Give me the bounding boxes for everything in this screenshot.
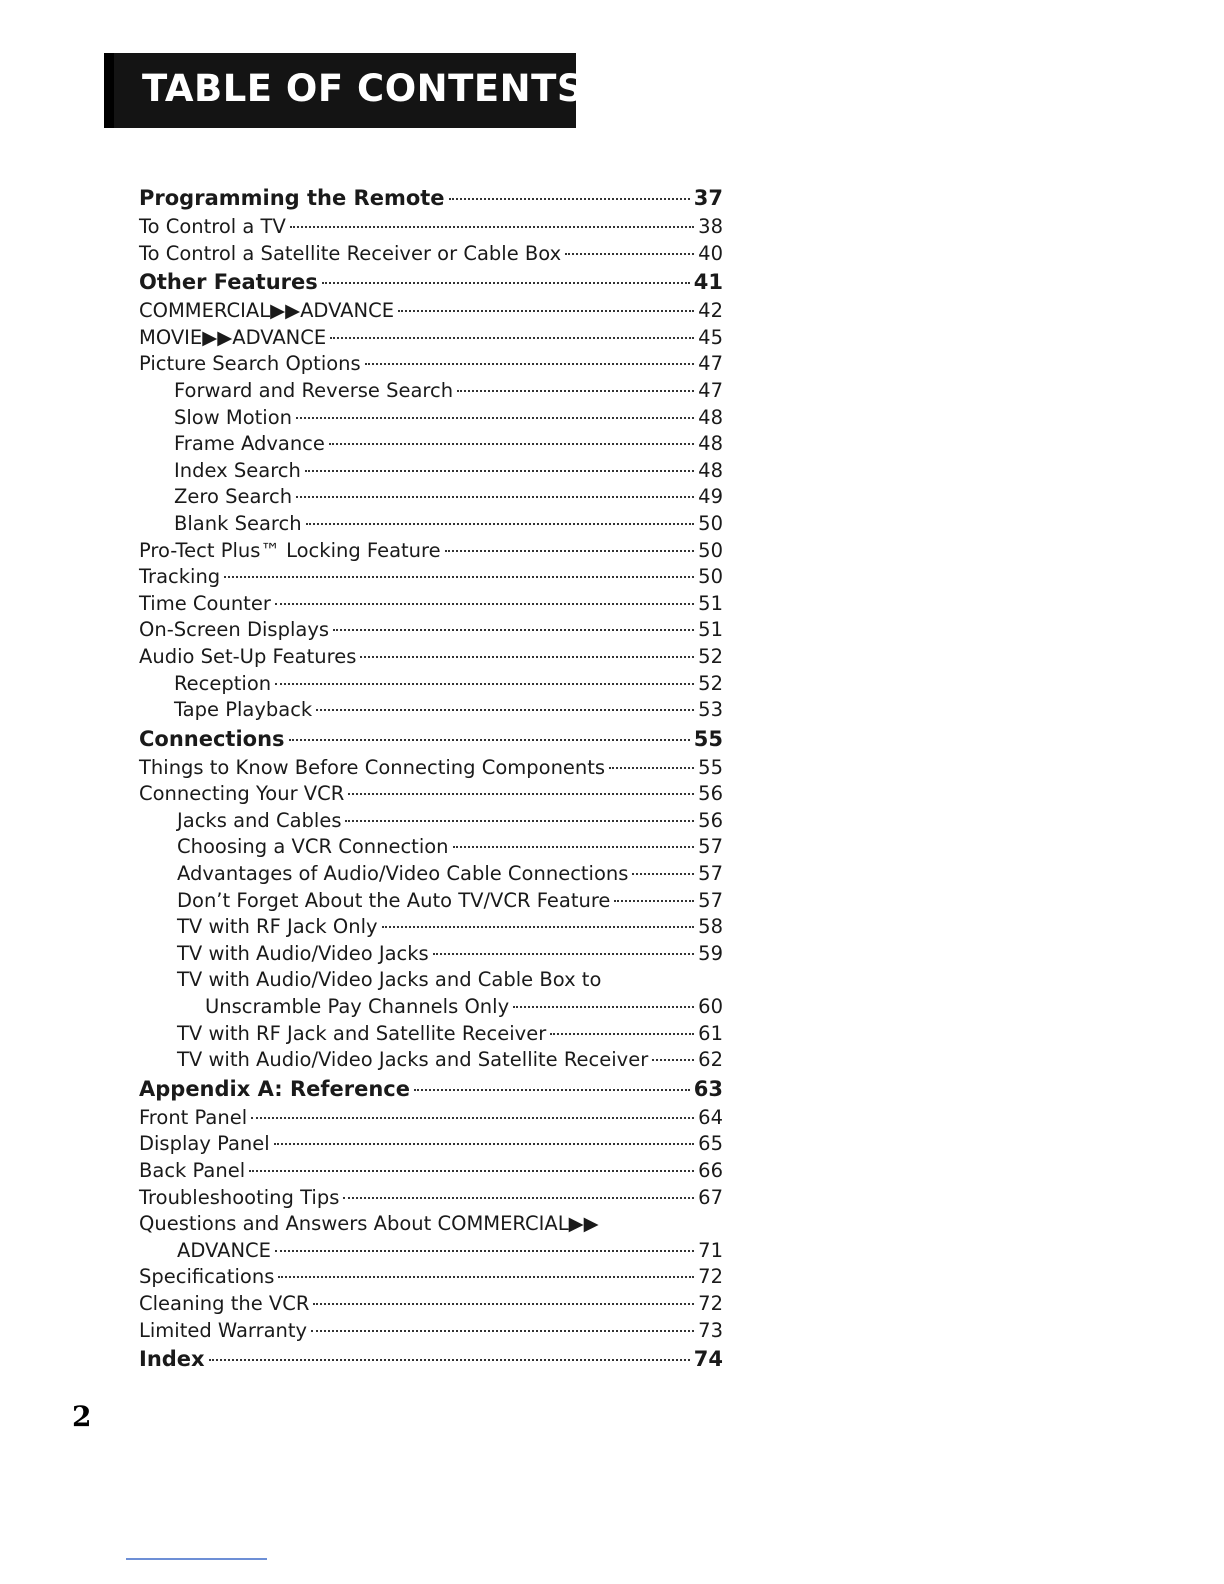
toc-page-number: 58 (698, 915, 723, 939)
toc-entry-label: TV with Audio/Video Jacks and Cable Box to (177, 968, 602, 992)
toc-entry (139, 351, 723, 378)
toc-page-number: 50 (698, 565, 723, 589)
toc-page-number: 49 (698, 485, 723, 509)
toc-entry-label: Tape Playback (174, 698, 313, 722)
toc-entry (139, 1291, 723, 1318)
toc-page-number: 56 (698, 782, 723, 806)
toc-entry-label: Other Features (139, 270, 318, 295)
toc-entry (139, 671, 723, 698)
page-number: 2 (72, 1400, 92, 1433)
toc-page-number: 73 (698, 1318, 723, 1342)
toc-entry (139, 781, 723, 808)
bottom-rule (126, 1558, 267, 1560)
toc-page-number: 41 (693, 270, 723, 295)
toc-entry (139, 697, 723, 724)
dot-leader (329, 443, 694, 445)
toc-page-number: 48 (698, 458, 723, 482)
toc-entry (139, 1185, 723, 1212)
toc-entry (139, 808, 723, 835)
toc-entry (139, 888, 723, 915)
toc-page-number: 51 (698, 591, 723, 615)
toc-page-number: 37 (693, 186, 723, 210)
toc-entry-label: Picture Search Options (139, 352, 361, 376)
toc-entry-label: Choosing a VCR Connection (177, 835, 449, 859)
dot-leader (313, 1303, 694, 1305)
dot-leader (513, 1006, 694, 1008)
toc-entry (139, 214, 723, 241)
toc-page-number: 45 (698, 325, 723, 349)
toc-page-number: 66 (698, 1159, 723, 1182)
toc-page-number: 61 (698, 1021, 723, 1045)
toc-entry-label: COMMERCIAL▶▶ADVANCE (139, 299, 395, 323)
toc-page-number: 56 (698, 808, 723, 832)
toc-page-number: 51 (698, 618, 723, 642)
dot-leader (333, 629, 694, 631)
toc-page-number: 48 (698, 405, 723, 429)
dot-leader (433, 953, 694, 955)
dot-leader (445, 550, 695, 552)
toc-entry-label: Slow Motion (174, 405, 292, 429)
toc-entry-label: Display Panel (139, 1132, 270, 1156)
dot-leader (550, 1033, 694, 1035)
toc-entry-label: To Control a Satellite Receiver or Cable Box (139, 241, 562, 265)
toc-entry-label: Don’t Forget About the Auto TV/VCR Feature (177, 888, 611, 912)
dot-leader (296, 496, 694, 498)
toc-page-number: 72 (698, 1291, 723, 1315)
dot-leader (278, 1276, 694, 1278)
toc-section-entry (139, 724, 723, 755)
toc-entry-label: Things to Know Before Connecting Components (139, 755, 606, 779)
toc-entry (139, 325, 723, 352)
toc-entry (139, 564, 723, 591)
toc-entry-label: To Control a TV (139, 215, 286, 238)
toc-entry-label: Reception (174, 671, 272, 695)
dot-leader (449, 198, 690, 200)
toc-page-number: 57 (698, 862, 723, 886)
toc-entry (139, 1318, 723, 1345)
toc-entry-label: Tracking (139, 565, 221, 589)
toc-entry (139, 241, 723, 268)
dot-leader (398, 310, 694, 312)
section-header-bar (104, 53, 584, 128)
toc-page-number: 65 (698, 1132, 723, 1156)
toc-entry-label: Cleaning the VCR (139, 1291, 310, 1315)
toc-page-number: 60 (698, 995, 723, 1019)
toc-page-number: 74 (693, 1347, 723, 1372)
toc-page-number: 71 (698, 1238, 723, 1262)
toc-entry-label: TV with Audio/Video Jacks and Satellite Receiver (177, 1048, 649, 1072)
toc-page-number: 72 (698, 1265, 723, 1289)
toc-entry-label: Troubleshooting Tips (139, 1185, 340, 1209)
toc-entry-label: Back Panel (139, 1159, 246, 1182)
toc-entry-label: Blank Search (174, 511, 302, 535)
toc-entry-label: TV with RF Jack and Satellite Receiver (177, 1021, 547, 1045)
toc-entry-label: Specifications (139, 1265, 275, 1289)
toc-entry (139, 511, 723, 538)
toc-section-entry (139, 1074, 723, 1105)
dot-leader (609, 767, 694, 769)
toc-entry (139, 755, 723, 782)
toc-page-number: 52 (698, 644, 723, 668)
toc-entry-label: Connecting Your VCR (139, 782, 345, 806)
toc-entry (139, 644, 723, 671)
dot-leader (316, 709, 694, 711)
dot-leader (365, 363, 694, 365)
toc-entry (139, 405, 723, 432)
toc-entry-label: Index (139, 1347, 205, 1372)
toc-page-number: 67 (698, 1185, 723, 1209)
toc-entry (139, 1158, 723, 1185)
dot-leader (614, 900, 694, 902)
toc-entry-label: TV with Audio/Video Jacks (177, 941, 429, 965)
dot-leader (330, 337, 694, 339)
toc-page-number: 57 (698, 888, 723, 912)
toc-entry-label: Unscramble Pay Channels Only (205, 995, 510, 1019)
dot-leader (249, 1170, 694, 1172)
toc-entry-label: Forward and Reverse Search (174, 378, 454, 402)
dot-leader (275, 1250, 694, 1252)
toc-entry (139, 538, 723, 565)
dot-leader (275, 683, 694, 685)
toc-entry (139, 617, 723, 644)
toc-entry-label: Front Panel (139, 1105, 248, 1129)
toc-entry (139, 458, 723, 485)
toc-page-number: 48 (698, 432, 723, 456)
dot-leader (382, 926, 695, 928)
toc-page-number: 52 (698, 671, 723, 695)
dot-leader (343, 1197, 694, 1199)
toc-entry-label: TV with RF Jack Only (177, 915, 378, 939)
toc-entry-label: On-Screen Displays (139, 618, 330, 642)
dot-leader (275, 603, 694, 605)
toc-section-entry (139, 267, 723, 298)
dot-leader (290, 226, 694, 228)
toc-entry-label: ADVANCE (177, 1238, 271, 1262)
toc-entry-label: Connections (139, 726, 285, 751)
dot-leader (632, 873, 694, 875)
dot-leader (360, 656, 694, 658)
toc-page-number: 63 (693, 1076, 723, 1101)
toc-entry-label: Limited Warranty (139, 1318, 308, 1342)
dot-leader (306, 523, 695, 525)
table-of-contents (139, 183, 723, 1375)
toc-entry (139, 1105, 723, 1132)
toc-page-number: 64 (698, 1105, 723, 1129)
dot-leader (457, 390, 694, 392)
toc-entry-label: Pro-Tect Plus™ Locking Feature (139, 538, 441, 562)
toc-entry-label: Questions and Answers About COMMERCIAL▶▶ (139, 1212, 599, 1236)
dot-leader (296, 417, 694, 419)
dot-leader (274, 1143, 694, 1145)
toc-entry (139, 834, 723, 861)
toc-entry-label: Index Search (174, 458, 301, 482)
toc-entry-label: Audio Set-Up Features (139, 644, 357, 668)
dot-leader (348, 793, 694, 795)
dot-leader (251, 1117, 694, 1119)
toc-entry-label: Frame Advance (174, 432, 325, 456)
toc-page-number: 57 (698, 835, 723, 859)
toc-entry (139, 914, 723, 941)
toc-page-number: 59 (698, 941, 723, 965)
toc-section-entry (139, 183, 723, 214)
dot-leader (565, 253, 694, 255)
toc-page-number: 50 (698, 511, 723, 535)
toc-entry (139, 431, 723, 458)
toc-section-entry (139, 1344, 723, 1375)
toc-entry (139, 1131, 723, 1158)
toc-entry (139, 484, 723, 511)
dot-leader (322, 282, 690, 284)
toc-entry (139, 378, 723, 405)
toc-page-number: 62 (698, 1048, 723, 1072)
toc-page-number: 53 (698, 698, 723, 722)
toc-entry (139, 941, 723, 968)
dot-leader (311, 1330, 694, 1332)
dot-leader (289, 739, 690, 741)
toc-entry (139, 1264, 723, 1291)
toc-page-number: 55 (698, 755, 723, 779)
dot-leader (414, 1089, 690, 1091)
dot-leader (305, 470, 694, 472)
toc-entry (139, 1047, 723, 1074)
dot-leader (224, 576, 694, 578)
toc-page-number: 47 (698, 378, 723, 402)
page-title: TABLE OF CONTENTS (142, 67, 584, 110)
toc-entry-label: Programming the Remote (139, 186, 445, 210)
toc-page-number: 50 (698, 538, 723, 562)
toc-entry-label: MOVIE▶▶ADVANCE (139, 325, 327, 349)
toc-page-number: 47 (698, 352, 723, 376)
toc-entry-label: Jacks and Cables (177, 808, 342, 832)
toc-entry-label: Time Counter (139, 591, 271, 615)
toc-page-number: 40 (698, 241, 723, 265)
dot-leader (209, 1359, 690, 1361)
dot-leader (453, 846, 695, 848)
toc-page-number: 42 (698, 299, 723, 323)
dot-leader (345, 820, 694, 822)
toc-page-number: 55 (693, 726, 723, 751)
dot-leader (652, 1059, 694, 1061)
toc-entry (139, 1238, 723, 1265)
toc-entry-label: Advantages of Audio/Video Cable Connections (177, 862, 629, 886)
toc-entry (139, 994, 723, 1021)
toc-entry (139, 861, 723, 888)
toc-entry-label: Zero Search (174, 485, 293, 509)
toc-page-number: 38 (698, 215, 723, 238)
toc-entry-label: Appendix A: Reference (139, 1076, 410, 1101)
toc-entry (139, 1021, 723, 1048)
toc-entry (139, 591, 723, 618)
toc-entry (139, 298, 723, 325)
